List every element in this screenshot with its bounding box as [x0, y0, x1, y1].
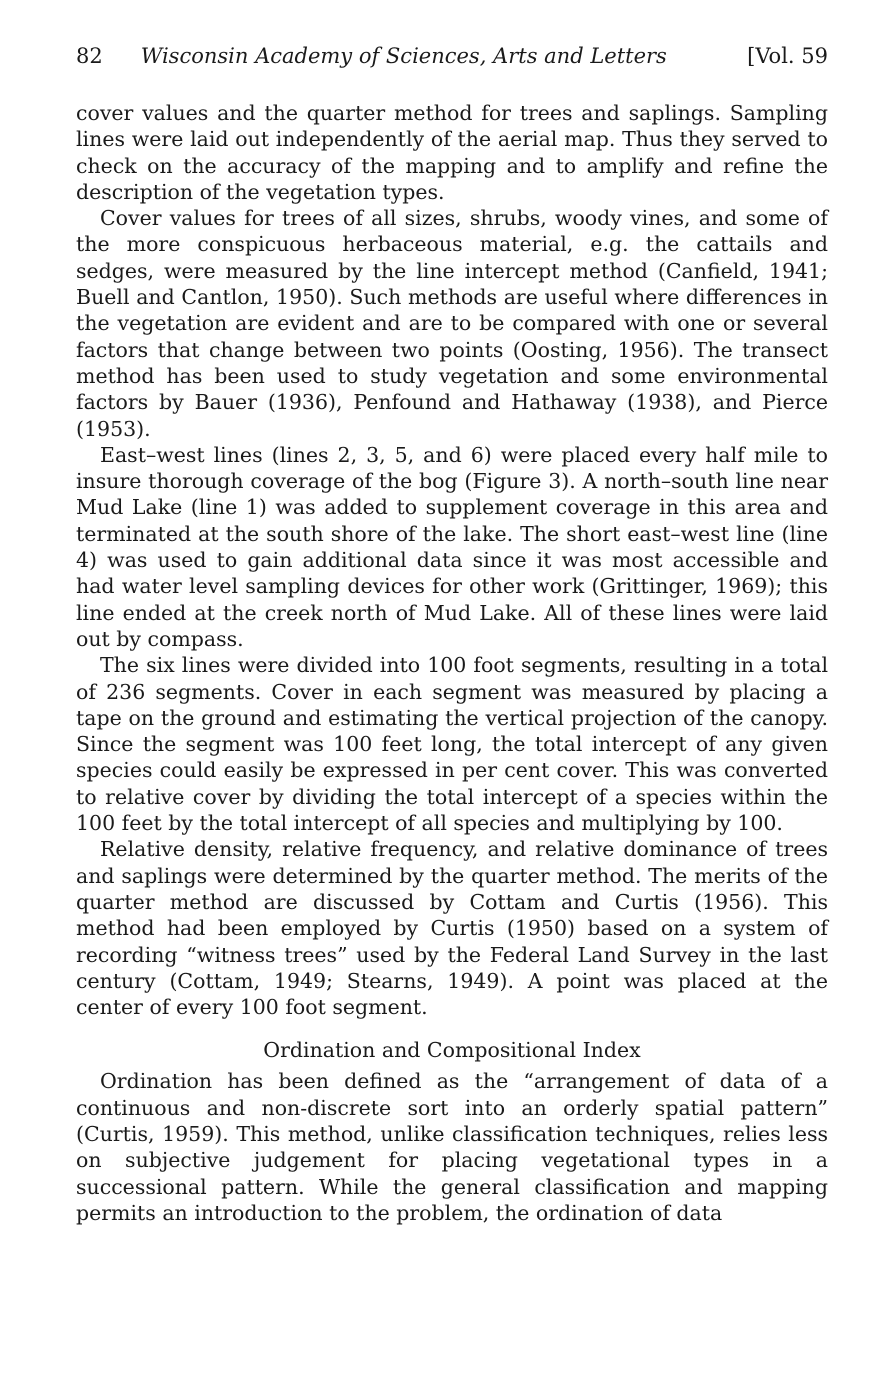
paragraph: Relative density, relative frequency, and relative dominance of trees and saplings were determined by the quarter method. The merits of the quarter method are discussed by Cottam and Curtis (1956). This method had been employed by Curtis (1950) based on a system of recording “witness trees” used by the Federal Land Survey in the last century (Cottam, 1949; Stearns, 1949). A point was placed at the center of every 100 foot segment. [76, 837, 828, 1020]
paragraph: The six lines were divided into 100 foot segments, resulting in a total of 236 segments. Cover in each segment was measured by placing a tape on the ground and estimating the vertical projection of the canopy. Since the segment was 100 feet long, the total intercept of any given species could easily be expressed in per cent cover. This was converted to relative cover by dividing the total intercept of a species within the 100 feet by the total intercept of all species and multiplying by 100. [76, 653, 828, 836]
paragraph: Cover values for trees of all sizes, shrubs, woody vines, and some of the more conspicuous herbaceous material, e.g. the cattails and sedges, were measured by the line intercept method (Canfield, 1941; Buell and Cantlon, 1950). Such methods are useful where differences in the vegetation are evident and are to be compared with one or several factors that change between two points (Oosting, 1956). The transect method has been used to study vegetation and some environmental factors by Bauer (1936), Penfound and Hathaway (1938), and Pierce (1953). [76, 206, 828, 441]
body-text [76, 100, 828, 1226]
paragraph: Ordination has been defined as the “arrangement of data of a continuous and non-discrete sort into an orderly spatial pattern” (Curtis, 1959). This method, unlike classification techniques, relies less on subjective judgement for placing vegetational types in a successional pattern. While the general classification and mapping permits an introduction to the problem, the ordination of data [76, 1069, 828, 1225]
paragraph: cover values and the quarter method for trees and saplings. Sampling lines were laid out independently of the aerial map. Thus they served to check on the accuracy of the mapping and to amplify and refine the description of the vegetation types. [76, 101, 828, 204]
paragraph: East–west lines (lines 2, 3, 5, and 6) were placed every half mile to insure thorough coverage of the bog (Figure 3). A north–south line near Mud Lake (line 1) was added to supplement coverage in this area and terminated at the south shore of the lake. The short east–west line (line 4) was used to gain additional data since it was most accessible and had water level sampling devices for other work (Grittinger, 1969); this line ended at the creek north of Mud Lake. All of these lines were laid out by compass. [76, 442, 828, 651]
page-number: 82 [76, 44, 103, 68]
journal-title: Wisconsin Academy of Sciences, Arts and Letters [140, 44, 667, 68]
volume-label: [Vol. 59 [747, 44, 828, 68]
running-header [76, 42, 828, 78]
document-page [76, 42, 828, 1226]
section-heading: Ordination and Compositional Index [263, 1038, 641, 1063]
